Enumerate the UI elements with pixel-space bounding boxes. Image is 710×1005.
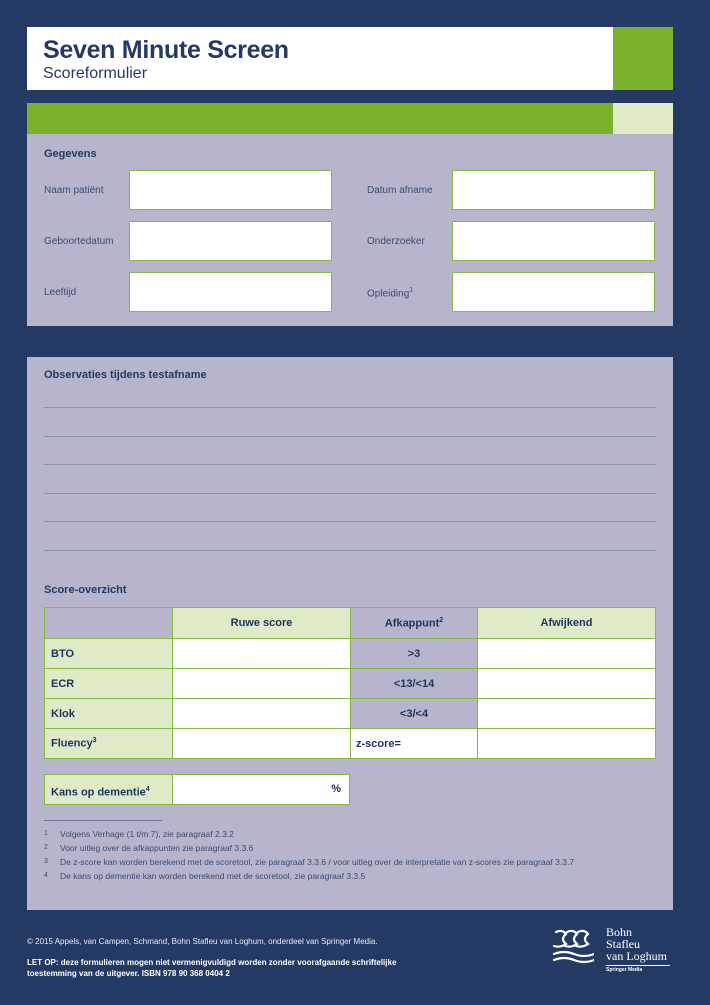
table-row — [45, 699, 656, 729]
observation-line[interactable] — [44, 464, 656, 465]
row-label: BTO — [45, 639, 173, 669]
gegevens-title: Gegevens — [44, 148, 97, 160]
ruwe-score-cell[interactable] — [173, 729, 351, 759]
gegevens-panel — [27, 134, 673, 326]
kans-value-field[interactable]: % — [173, 775, 349, 804]
leeftijd-label: Leeftijd — [44, 287, 77, 298]
header-accent-block — [613, 27, 673, 90]
table-row — [45, 729, 656, 759]
fluency-footnote-ref: 3 — [92, 737, 97, 745]
observation-line[interactable] — [44, 550, 656, 551]
observation-line[interactable] — [44, 407, 656, 408]
footnote: 4 De kans op dementie kan worden berekend met de scoretool, zie paragraaf 3.3.5 — [44, 871, 366, 881]
header-afwijkend: Afwijkend — [478, 608, 656, 639]
accent-bar-light — [613, 103, 673, 134]
kans-op-dementie-box — [44, 774, 350, 805]
score-table — [44, 607, 656, 759]
copyright-text: © 2015 Appels, van Campen, Schmand, Bohn Stafleu van Loghum, onderdeel van Springer Media. — [27, 937, 378, 946]
geboortedatum-label: Geboortedatum — [44, 236, 114, 247]
afkappunt-cell: <13/<14 — [351, 669, 478, 699]
header-afkappunt: Afkappunt$^2$ — [351, 608, 478, 639]
header-empty-cell — [45, 608, 173, 639]
form-subtitle: Scoreformulier — [43, 65, 148, 82]
row-label: ECR — [45, 669, 173, 699]
ruwe-score-cell[interactable] — [173, 699, 351, 729]
footnote-divider — [44, 820, 162, 821]
observaties-score-panel — [27, 357, 673, 910]
ruwe-score-cell[interactable] — [173, 639, 351, 669]
opleiding-field[interactable] — [452, 272, 655, 312]
row-label: Klok — [45, 699, 173, 729]
row-label: Fluency$^3$ — [45, 729, 173, 759]
footnote: 1 Volgens Verhage (1 t/m 7), zie paragraaf 2.3.2 — [44, 829, 234, 839]
afwijkend-cell[interactable] — [478, 669, 656, 699]
afwijkend-cell[interactable] — [478, 699, 656, 729]
table-row — [45, 639, 656, 669]
onderzoeker-label: Onderzoeker — [367, 236, 425, 247]
copy-notice: LET OP: deze formulieren mogen niet vermenigvuldigd worden zonder voorafgaande schriftelijke toestemming van de uitgever. ISBN 978 90 368 0404 2 — [27, 958, 397, 978]
naam-label: Naam patiënt — [44, 185, 104, 196]
publisher-parent: Springer Media — [606, 967, 643, 973]
footnote: 2 Voor uitleg over de afkappunten zie paragraaf 3.3.6 — [44, 843, 254, 853]
form-header — [27, 27, 613, 90]
accent-bar — [27, 103, 613, 134]
observation-line[interactable] — [44, 521, 656, 522]
kans-label: Kans op dementie$^4$ — [45, 775, 173, 804]
zscore-cell[interactable]: z-score= — [351, 729, 478, 759]
logo-divider — [606, 965, 670, 966]
afkappunt-cell: <3/<4 — [351, 699, 478, 729]
afwijkend-cell[interactable] — [478, 729, 656, 759]
onderzoeker-field[interactable] — [452, 221, 655, 261]
observation-line[interactable] — [44, 493, 656, 494]
kans-footnote-ref: 4 — [145, 786, 150, 793]
footnote: 3 De z-score kan worden berekend met de scoretool, zie paragraaf 3.3.6 / voor uitleg over de interpretatie van z-scores zie paragraaf 3.3.7 — [44, 857, 575, 867]
ruwe-score-cell[interactable] — [173, 669, 351, 699]
observaties-title: Observaties tijdens testafname — [44, 369, 207, 381]
publisher-logo — [552, 926, 672, 974]
publisher-name: Bohn Stafleu van Loghum — [606, 925, 667, 963]
datum-afname-label: Datum afname — [367, 185, 433, 196]
publisher-logo-icon — [552, 928, 594, 964]
score-title: Score-overzicht — [44, 584, 127, 596]
footnotes — [44, 827, 644, 883]
afkappunt-cell: >3 — [351, 639, 478, 669]
form-title: Seven Minute Screen — [43, 36, 289, 64]
geboortedatum-field[interactable] — [129, 221, 332, 261]
observation-line[interactable] — [44, 436, 656, 437]
naam-field[interactable] — [129, 170, 332, 210]
afkappunt-footnote-ref: 2 — [439, 616, 444, 624]
afwijkend-cell[interactable] — [478, 639, 656, 669]
table-row — [45, 669, 656, 699]
header-ruwe-score: Ruwe score — [173, 608, 351, 639]
opleiding-label: Opleiding$^1$ — [367, 287, 414, 300]
datum-afname-field[interactable] — [452, 170, 655, 210]
leeftijd-field[interactable] — [129, 272, 332, 312]
opleiding-footnote-ref: 1 — [409, 287, 414, 294]
score-table-header — [45, 608, 656, 639]
